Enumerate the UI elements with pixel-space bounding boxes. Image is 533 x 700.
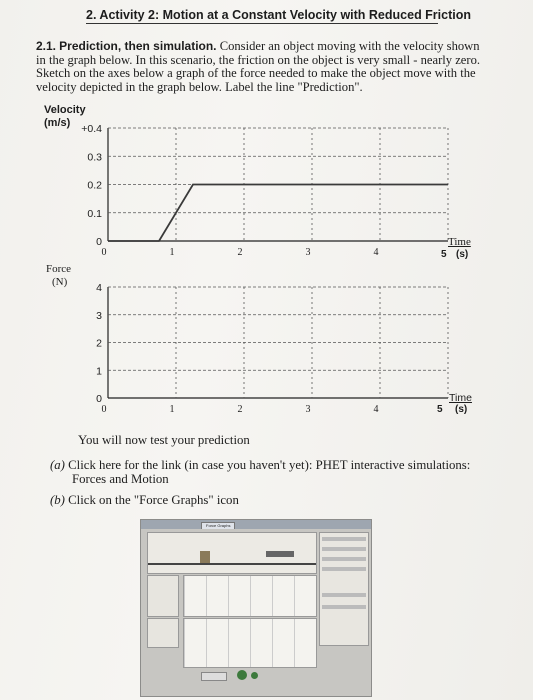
velocity-xtick-label: 0 (101, 247, 107, 258)
sim-applied-force-panel (147, 575, 179, 617)
force-xlabel-2: (s) (455, 404, 468, 415)
section-bold-title: Prediction, then simulation. (59, 39, 217, 53)
item-b (50, 493, 239, 508)
velocity-ylabel-2: (m/s) (44, 117, 71, 129)
section-number: 2.1. (36, 39, 57, 53)
sim-control-row[interactable] (322, 537, 366, 541)
activity-heading: 2. Activity 2: Motion at a Constant Velocity with Reduced Friction (86, 8, 472, 22)
section-text: Consider an object moving with the velocity shown in the graph below. In this scenario, the friction on the object is very small - nearly zero. Sketch on the axes below a graph of the force needed to make the object move with the velocity depicted in the graph below. Label the line "Prediction". (36, 39, 481, 94)
sim-title-bar (141, 520, 371, 529)
velocity-xtick-label: 2 (237, 247, 243, 258)
force-xtick-label: 0 (101, 404, 107, 415)
velocity-xtick-label: 1 (169, 247, 175, 258)
sim-rewind-control[interactable] (201, 672, 227, 681)
force-graphs-tab[interactable]: Force Graphs (201, 522, 235, 529)
velocity-ticks (81, 123, 378, 258)
force-grid (108, 287, 448, 398)
force-xtick-label: 1 (169, 404, 175, 415)
phet-simulation-screenshot (140, 519, 372, 697)
item-a (50, 458, 500, 472)
sim-velocity-graph (183, 618, 317, 668)
velocity-ytick-label: 0.1 (87, 207, 102, 220)
test-prediction-line: You will now test your prediction (78, 433, 250, 447)
force-ytick-label: 4 (96, 282, 102, 294)
item-a-label: (a) (50, 458, 65, 472)
sim-box-icon (266, 551, 294, 557)
velocity-xlabel-5: 5 (441, 249, 447, 260)
force-xlabel-5: 5 (437, 404, 443, 415)
sim-velocity-panel (147, 618, 179, 648)
velocity-ytick-label: +0.4 (81, 123, 102, 135)
velocity-ylabel-1: Velocity (44, 104, 86, 116)
velocity-xtick-label: 3 (305, 247, 311, 258)
force-ytick-label: 2 (96, 337, 102, 350)
velocity-ytick-label: 0.2 (87, 179, 102, 192)
force-ytick-label: 3 (96, 309, 102, 322)
sim-ground (148, 563, 316, 565)
force-xlabel-1: Time (449, 392, 472, 404)
velocity-ytick-label: 0 (96, 236, 102, 248)
item-b-text: Click on the "Force Graphs" icon (68, 493, 239, 507)
sim-control-row[interactable] (322, 547, 366, 551)
sim-control-row[interactable] (322, 557, 366, 561)
phet-forces-and-motion-link[interactable]: Forces and Motion (72, 472, 169, 486)
sim-play-button[interactable] (237, 670, 247, 680)
velocity-xlabel-1: Time (448, 236, 471, 248)
force-ylabel-1: Force (46, 263, 72, 275)
sim-control-row[interactable] (322, 605, 366, 609)
force-ytick-label: 0 (96, 393, 102, 405)
phet-link-text[interactable]: Click here for the link (in case you haven't yet): PHET interactive simulations: (68, 458, 471, 472)
force-ytick-label: 1 (96, 365, 102, 378)
sim-force-graph (183, 575, 317, 617)
force-xtick-label: 3 (305, 404, 311, 415)
force-xtick-label: 4 (373, 404, 379, 415)
force-xtick-label: 2 (237, 404, 243, 415)
sim-playfield (147, 532, 317, 574)
sim-control-row[interactable] (322, 593, 366, 597)
sim-step-button[interactable] (251, 672, 258, 679)
item-b-label: (b) (50, 493, 65, 507)
velocity-xlabel-2: (s) (456, 249, 469, 260)
sim-control-row[interactable] (322, 567, 366, 571)
sim-control-panel (319, 532, 369, 646)
force-ticks (96, 282, 378, 415)
velocity-ytick-label: 0.3 (87, 151, 102, 164)
velocity-xtick-label: 4 (373, 247, 379, 258)
force-ylabel-2: (N) (52, 276, 68, 288)
